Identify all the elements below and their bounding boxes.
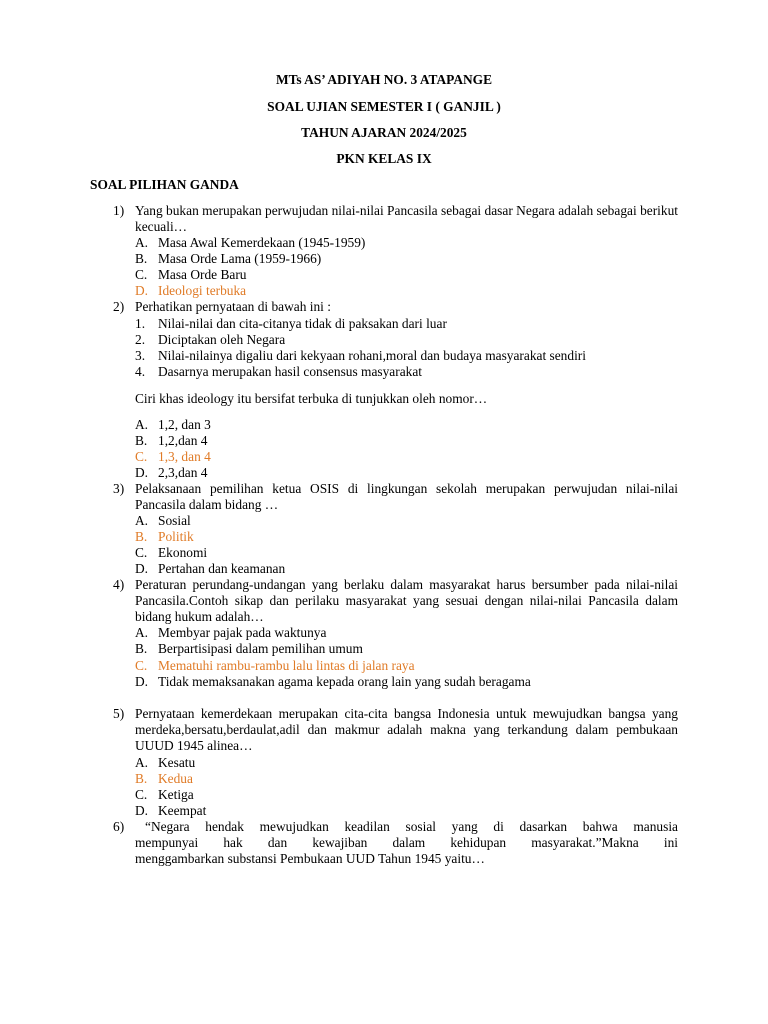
question-2: [113, 299, 678, 315]
q2-option-b: B. 1,2,dan 4: [135, 433, 208, 448]
q2-statement-4: 4. Dasarnya merupakan hasil consensus masyarakat: [135, 364, 423, 379]
question-text-line-2: mempunyai hak dan kewajiban dalam kehidupan masyarakat.”Makna ini: [135, 835, 678, 850]
question-text: Pelaksanaan pemilihan ketua OSIS di lingkungan sekolah merupakan perwujudan nilai-nilai Pancasila dalam bidang …: [135, 481, 678, 512]
question-number: 3): [113, 481, 125, 496]
question-text-line-3: menggambarkan substansi Pembukaan UUD Tahun 1945 yaitu…: [135, 851, 485, 866]
q3-option-a: A. Sosial: [135, 513, 191, 528]
q2-statement-1: 1. Nilai-nilai dan cita-citanya tidak di paksakan dari luar: [135, 316, 447, 331]
q5-option-c: C. Ketiga: [135, 787, 194, 802]
q2-option-a: A. 1,2, dan 3: [135, 417, 211, 432]
question-text: Pernyataan kemerdekaan merupakan cita-cita bangsa Indonesia untuk mewujudkan bangsa yang merdeka,bersatu,berdaulat,adil dan makmur adalah makna yang terkandung dalam pembukaan UUUD 1945 alinea…: [135, 706, 678, 753]
academic-year: TAHUN AJARAN 2024/2025: [301, 125, 467, 140]
q2-option-d: D. 2,3,dan 4: [135, 465, 208, 480]
subject-class: PKN KELAS IX: [336, 151, 432, 166]
q2-statement-2: 2. Diciptakan oleh Negara: [135, 332, 286, 347]
q4-option-b: B. Berpartisipasi dalam pemilihan umum: [135, 641, 363, 656]
q4-option-c-answer: C. Mematuhi rambu-rambu lalu lintas di jalan raya: [135, 658, 415, 673]
question-4: [113, 577, 678, 625]
exam-title: SOAL UJIAN SEMESTER I ( GANJIL ): [267, 99, 501, 114]
question-5: [113, 706, 678, 754]
question-6: [113, 819, 678, 867]
q4-option-d: D. Tidak memaksanakan agama kepada orang lain yang sudah beragama: [135, 674, 531, 689]
question-text-line-1: “Negara hendak mewujudkan keadilan sosial yang di dasarkan bahwa manusia: [145, 819, 678, 834]
q3-option-b-answer: B. Politik: [135, 529, 194, 544]
q3-option-d: D. Pertahan dan keamanan: [135, 561, 286, 576]
q1-option-c: C. Masa Orde Baru: [135, 267, 247, 282]
question-number: 2): [113, 299, 125, 314]
question-number: 5): [113, 706, 125, 721]
q1-option-a: A. Masa Awal Kemerdekaan (1945-1959): [135, 235, 366, 250]
question-text: Perhatikan pernyataan di bawah ini :: [135, 299, 331, 314]
question-number: 4): [113, 577, 125, 592]
q2-statement-3: 3. Nilai-nilainya digaliu dari kekyaan rohani,moral dan budaya masyarakat sendiri: [135, 348, 586, 363]
question-text: Yang bukan merupakan perwujudan nilai-nilai Pancasila sebagai dasar Negara adalah sebagai berikut kecuali…: [135, 203, 678, 234]
question-3: [113, 481, 678, 513]
question-1: [113, 203, 678, 235]
question-text: [135, 819, 678, 867]
school-name: MTs AS’ ADIYAH NO. 3 ATAPANGE: [275, 72, 493, 87]
q5-option-a: A. Kesatu: [135, 755, 196, 770]
q4-option-a: A. Membyar pajak pada waktunya: [135, 625, 327, 640]
q2-prompt: Ciri khas ideology itu bersifat terbuka di tunjukkan oleh nomor…: [135, 391, 488, 406]
q1-option-b: B. Masa Orde Lama (1959-1966): [135, 251, 322, 266]
question-number: 6): [113, 819, 125, 834]
question-number: 1): [113, 203, 125, 218]
q5-option-d: D. Keempat: [135, 803, 207, 818]
q5-option-b-answer: B. Kedua: [135, 771, 193, 786]
q3-option-c: C. Ekonomi: [135, 545, 208, 560]
q2-option-c-answer: C. 1,3, dan 4: [135, 449, 211, 464]
question-text: Peraturan perundang-undangan yang berlaku dalam masyarakat harus bersumber pada nilai-nilai Pancasila.Contoh sikap dan perilaku masyarakat yang sesuai dengan nilai-nilai Pancasila dalam bidang hukum adalah…: [135, 577, 678, 624]
section-title: SOAL PILIHAN GANDA: [90, 177, 239, 192]
q1-option-d-answer: D. Ideologi terbuka: [135, 283, 247, 298]
